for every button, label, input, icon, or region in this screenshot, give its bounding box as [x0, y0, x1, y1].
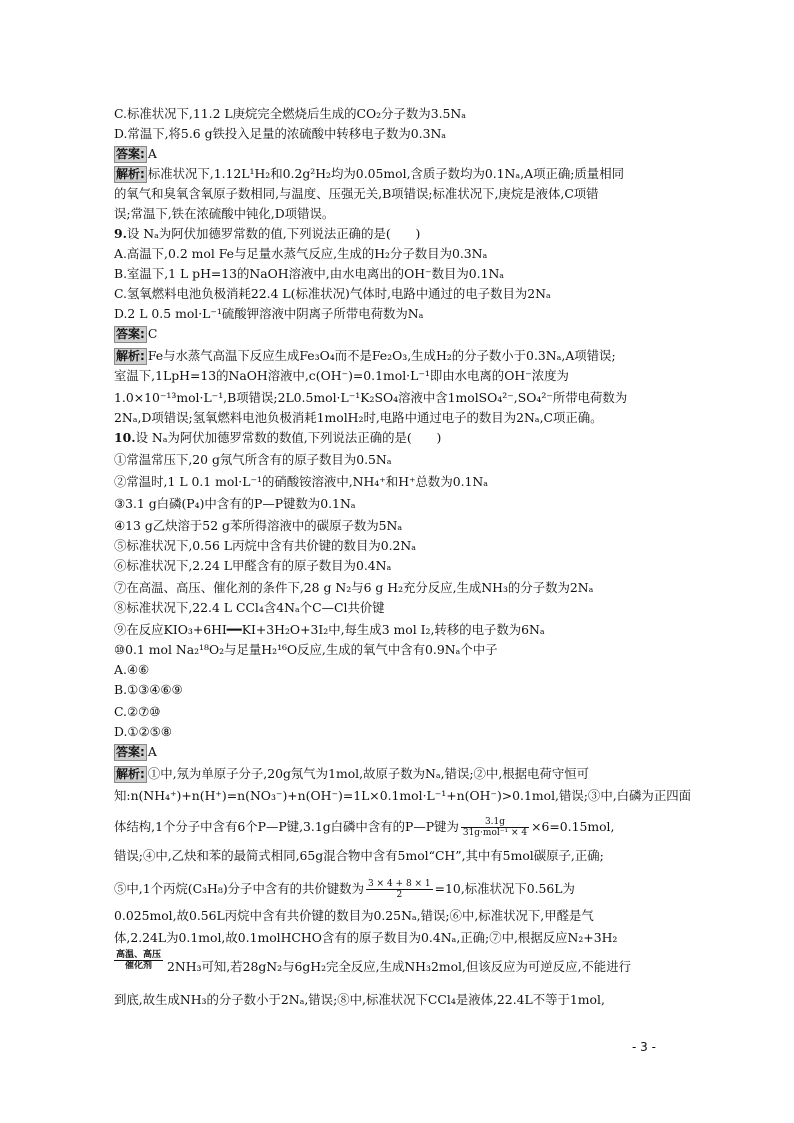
statement-6: ⑥标准状况下,2.24 L甲醛含有的原子数目为0.4Nₐ: [114, 558, 392, 573]
answer-value: C: [147, 326, 158, 341]
option-a-line: A.高温下,0.2 mol Fe与足量水蒸气反应,生成的H₂分子数目为0.3Nₐ: [114, 246, 488, 261]
analysis-text: ⑤中,1个丙烷(C₃H₈)分子中含有的共价键数为: [114, 881, 364, 896]
option-c-line: C.氢氧燃料电池负极消耗22.4 L(标准状况)气体时,电路中通过的电子数目为2Nₐ: [114, 286, 551, 301]
analysis-label: 解析:: [116, 349, 145, 363]
document-page: [114, 0, 691, 1123]
statement-1: ①常温常压下,20 g氖气所含有的原子数目为0.5Nₐ: [114, 452, 392, 467]
fraction-p4: [461, 817, 529, 838]
question-9-stem: [114, 224, 420, 244]
analysis-line: 误;常温下,铁在浓硫酸中钝化,D项错误。: [114, 206, 335, 221]
fraction-numerator: 3 × 4 + 8 × 1: [367, 879, 431, 889]
analysis-line: 知:n(NH₄⁺)+n(H⁺)=n(NO₃⁻)+n(OH⁻)=1L×0.1mol·L⁻¹+n(OH⁻)>0.1mol,错误;③中,白磷为正四面: [114, 788, 691, 803]
option-d-line: D.常温下,将5.6 g铁投入足量的浓硫酸中转移电子数为0.3Nₐ: [114, 126, 447, 141]
analysis-line: 错误;④中,乙炔和苯的最简式相同,65g混合物中含有5mol“CH”,其中有5mol碳原子,正确;: [114, 848, 604, 863]
analysis-line: 体,2.24L为0.1mol,故0.1molHCHO含有的原子数目为0.4Nₐ,正确;⑦中,根据反应N₂+3H₂: [114, 930, 618, 945]
analysis-text: 体结构,1个分子中含有6个P—P键,3.1g白磷中含有的P—P键为: [114, 819, 459, 834]
option-a-line: A.④⑥: [114, 662, 150, 677]
analysis-line: [114, 164, 624, 184]
answer-line: [114, 742, 157, 762]
answer-label: 答案:: [116, 745, 145, 759]
analysis-text: ×6=0.15mol,: [531, 819, 615, 834]
analysis-line: 的氧气和臭氧含氧原子数相同,与温度、压强无关,B项错误;标准状况下,庚烷是液体,C项错: [114, 186, 599, 201]
page-number: - 3 -: [632, 1040, 656, 1054]
question-text: 设 Nₐ为阿伏加德罗常数的数值,下列说法正确的是( ): [135, 430, 442, 445]
fraction-denominator: 31g·mol⁻¹ × 4: [462, 828, 528, 838]
analysis-line: [114, 764, 589, 784]
answer-value: A: [147, 744, 157, 759]
statement-7: ⑦在高温、高压、催化剂的条件下,28 g N₂与6 g H₂充分反应,生成NH₃的分子数为2Nₐ: [114, 580, 594, 595]
analysis-line: [114, 346, 616, 366]
analysis-label: 解析:: [116, 767, 145, 781]
condition-top: 高温、高压: [116, 950, 162, 960]
option-b-line: B.①③④⑥⑨: [114, 682, 183, 697]
condition-bottom: 催化剂: [125, 961, 153, 971]
analysis-line: 到底,故生成NH₃的分子数小于2Nₐ,错误;⑧中,标准状况下CCl₄是液体,22.4L不等于1mol,: [114, 992, 605, 1007]
analysis-line-with-condition: [114, 950, 631, 984]
analysis-line: 2Nₐ,D项错误;氢氧燃料电池负极消耗1molH₂时,电路中通过电子的数目为2Nₐ,C项正确。: [114, 410, 603, 425]
analysis-line-with-fraction: [114, 876, 575, 902]
analysis-text: 标准状况下,1.12L¹H₂和0.2g²H₂均为0.05mol,含质子数均为0.1Nₐ,A项正确;质量相同: [147, 166, 624, 181]
statement-10: ⑩0.1 mol Na₂¹⁸O₂与足量H₂¹⁶O反应,生成的氧气中含有0.9Nₐ个中子: [114, 642, 498, 657]
statement-8: ⑧标准状况下,22.4 L CCl₄含4Nₐ个C—Cl共价键: [114, 600, 385, 615]
analysis-text: =10,标准状况下0.56L为: [434, 881, 575, 896]
option-c-line: C.标准状况下,11.2 L庚烷完全燃烧后生成的CO₂分子数为3.5Nₐ: [114, 106, 467, 121]
analysis-text: ①中,氖为单原子分子,20g氖气为1mol,故原子数为Nₐ,错误;②中,根据电荷守恒可: [147, 766, 589, 781]
answer-value: A: [147, 146, 157, 161]
question-number: 10.: [114, 430, 136, 445]
statement-4: ④13 g乙炔溶于52 g苯所得溶液中的碳原子数为5Nₐ: [114, 518, 403, 533]
analysis-line: 0.025mol,故0.56L丙烷中含有共价键的数目为0.25Nₐ,错误;⑥中,标准状况下,甲醛是气: [114, 908, 594, 923]
question-10-stem: [114, 428, 441, 448]
answer-label: 答案:: [116, 327, 145, 341]
fraction-numerator: 3.1g: [461, 817, 529, 828]
fraction-denominator: 2: [396, 890, 403, 900]
option-c-line: C.②⑦⑩: [114, 704, 161, 719]
analysis-line: 室温下,1LpH=13的NaOH溶液中,c(OH⁻)=0.1mol·L⁻¹即由水电离的OH⁻浓度为: [114, 368, 569, 383]
analysis-line: 1.0×10⁻¹³mol·L⁻¹,B项错误;2L0.5mol·L⁻¹K₂SO₄溶液中含1molSO₄²⁻,SO₄²⁻所带电荷数为: [114, 390, 628, 405]
analysis-text: 2NH₃可知,若28gN₂与6gH₂完全反应,生成NH₃2mol,但该反应为可逆反应,不能进行: [166, 959, 631, 974]
analysis-label: 解析:: [116, 167, 145, 181]
option-d-line: D.①②⑤⑧: [114, 724, 172, 739]
fraction-bonds: [366, 879, 433, 900]
statement-9: ⑨在反应KIO₃+6HI━━KI+3H₂O+3I₂中,每生成3 mol I₂,转移的电子数为6Nₐ: [114, 622, 545, 637]
statement-2: ②常温时,1 L 0.1 mol·L⁻¹的硝酸铵溶液中,NH₄⁺和H⁺总数为0.1Nₐ: [114, 474, 489, 489]
question-text: 设 Nₐ为阿伏加德罗常数的值,下列说法正确的是( ): [126, 226, 421, 241]
option-b-line: B.室温下,1 L pH=13的NaOH溶液中,由水电离出的OH⁻数目为0.1Nₐ: [114, 266, 505, 281]
answer-line: [114, 324, 157, 344]
question-number: 9.: [114, 226, 127, 241]
option-d-line: D.2 L 0.5 mol·L⁻¹硫酸钾溶液中阴离子所带电荷数为Nₐ: [114, 306, 424, 321]
answer-line: [114, 144, 157, 164]
analysis-line-with-fraction: [114, 814, 614, 840]
statement-5: ⑤标准状况下,0.56 L丙烷中含有共价键的数目为0.2Nₐ: [114, 538, 417, 553]
statement-3: ③3.1 g白磷(P₄)中含有的P—P键数为0.1Nₐ: [114, 496, 356, 511]
analysis-text: Fe与水蒸气高温下反应生成Fe₃O₄而不是Fe₂O₃,生成H₂的分子数小于0.3Nₐ,A项错误;: [147, 348, 616, 363]
answer-label: 答案:: [116, 147, 145, 161]
reaction-condition: [114, 950, 163, 971]
